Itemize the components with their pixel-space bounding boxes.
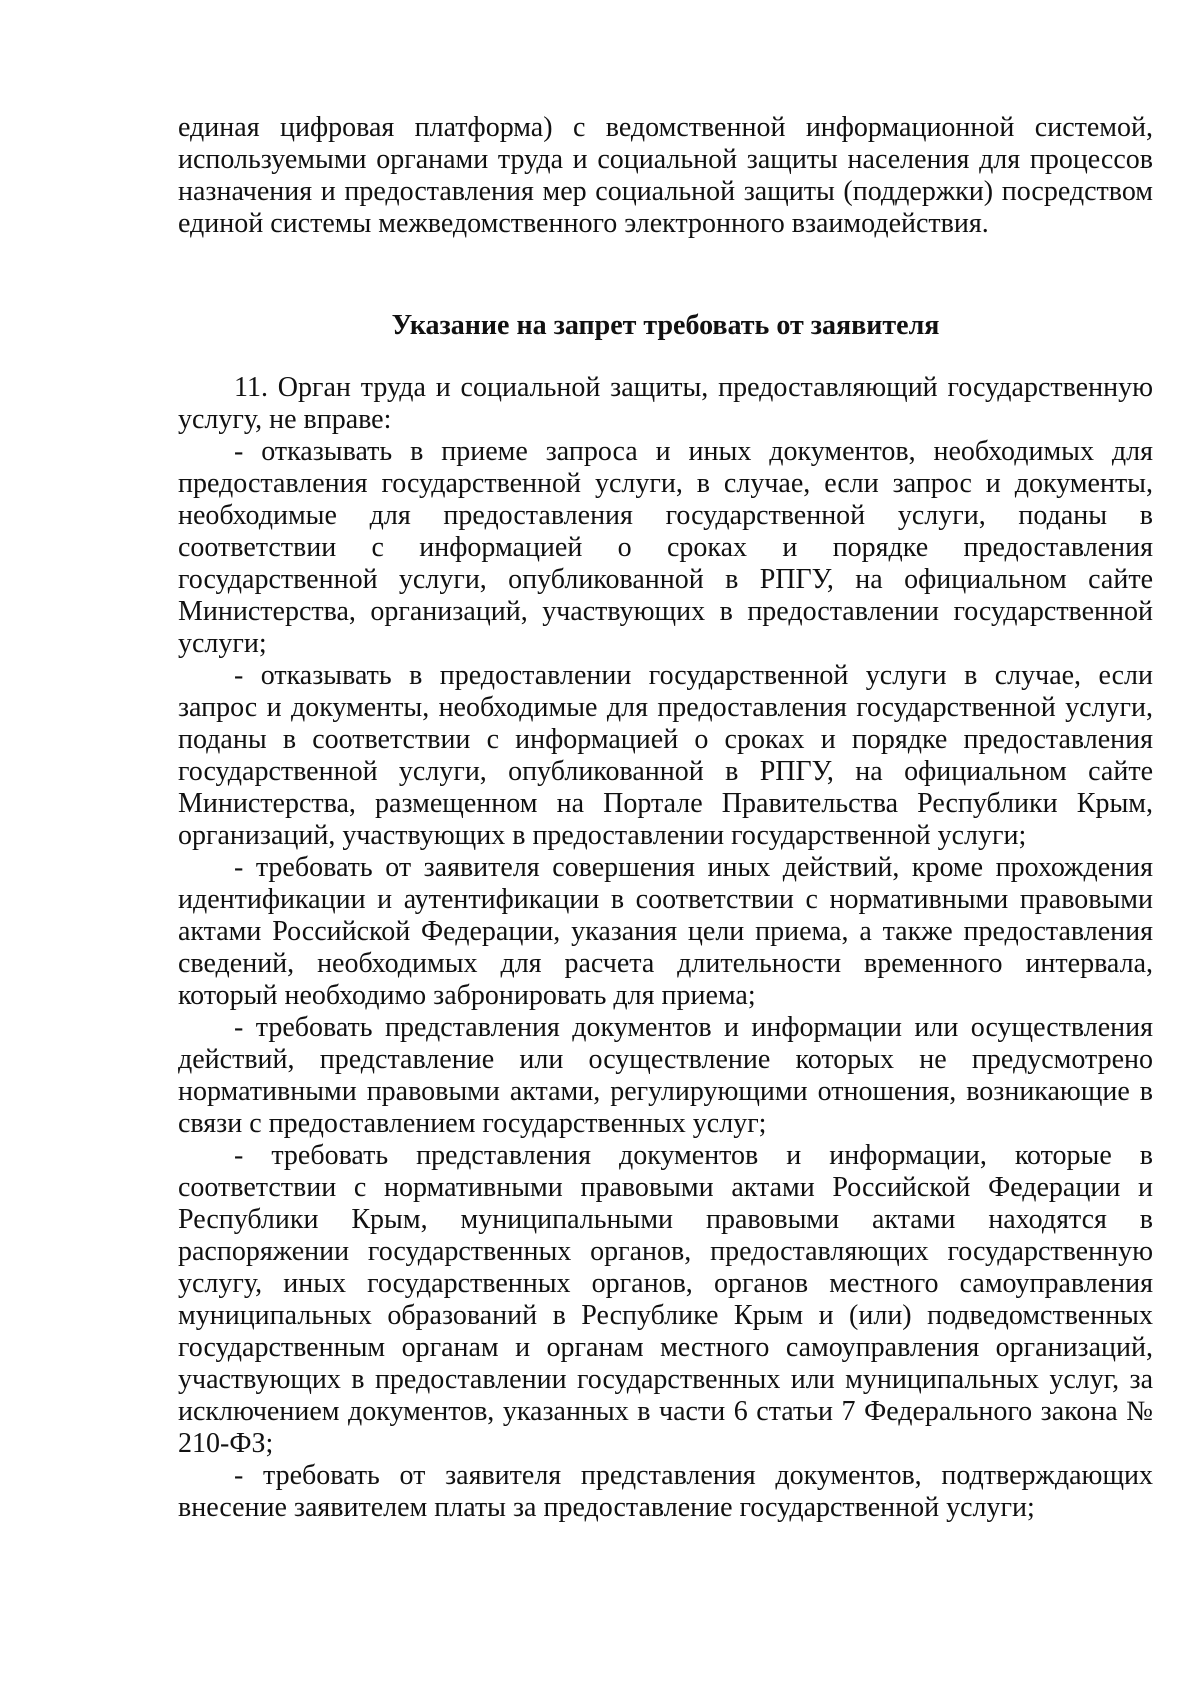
- paragraph-item: - требовать представления документов и информации, которые в соответствии с нормативными правовыми актами Российской Федерации и Республики Крым, муниципальными правовыми актами находятся в распоряжении государственных органов, предоставляющих государственную услугу, иных государственных органов, органов местного самоуправления муниципальных образований в Республике Крым и (или) подведомственных государственным органам и органам местного самоуправления организаций, участвующих в предоставлении государственных или муниципальных услуг, за исключением документов, указанных в части 6 статьи 7 Федерального закона № 210-ФЗ;: [178, 1140, 1153, 1459]
- paragraph-item: - требовать от заявителя совершения иных действий, кроме прохождения идентификации и аутентификации в соответствии с нормативными правовыми актами Российской Федерации, указания цели приема, а также предоставления сведений, необходимых для расчета длительности временного интервала, который необходимо забронировать для приема;: [178, 852, 1153, 1011]
- section-body: [178, 372, 1153, 1524]
- paragraph-clause-11: 11. Орган труда и социальной защиты, предоставляющий государственную услугу, не вправе:: [178, 372, 1153, 435]
- intro-text: единая цифровая платформа) с ведомственной информационной системой, используемыми органами труда и социальной защиты населения для процессов назначения и предоставления мер социальной защиты (поддержки) посредством единой системы межведомственного электронного взаимодействия.: [178, 112, 1153, 239]
- paragraph-item: - отказывать в приеме запроса и иных документов, необходимых для предоставления государственной услуги, в случае, если запрос и документы, необходимые для предоставления государственной услуги, поданы в соответствии с информацией о сроках и порядке предоставления государственной услуги, опубликованной в РПГУ, на официальном сайте Министерства, организаций, участвующих в предоставлении государственной услуги;: [178, 436, 1153, 659]
- paragraph-item: - отказывать в предоставлении государственной услуги в случае, если запрос и документы, необходимые для предоставления государственной услуги, поданы в соответствии с информацией о сроках и порядке предоставления государственной услуги, опубликованной в РПГУ, на официальном сайте Министерства, размещенном на Портале Правительства Республики Крым, организаций, участвующих в предоставлении государственной услуги;: [178, 660, 1153, 851]
- paragraph-item: - требовать от заявителя представления документов, подтверждающих внесение заявителем платы за предоставление государственной услуги;: [178, 1460, 1153, 1523]
- paragraph-item: - требовать представления документов и информации или осуществления действий, представление или осуществление которых не предусмотрено нормативными правовыми актами, регулирующими отношения, возникающие в связи с предоставлением государственных услуг;: [178, 1012, 1153, 1139]
- section-heading: Указание на запрет требовать от заявителя: [391, 310, 940, 341]
- intro-paragraph: [178, 112, 1153, 240]
